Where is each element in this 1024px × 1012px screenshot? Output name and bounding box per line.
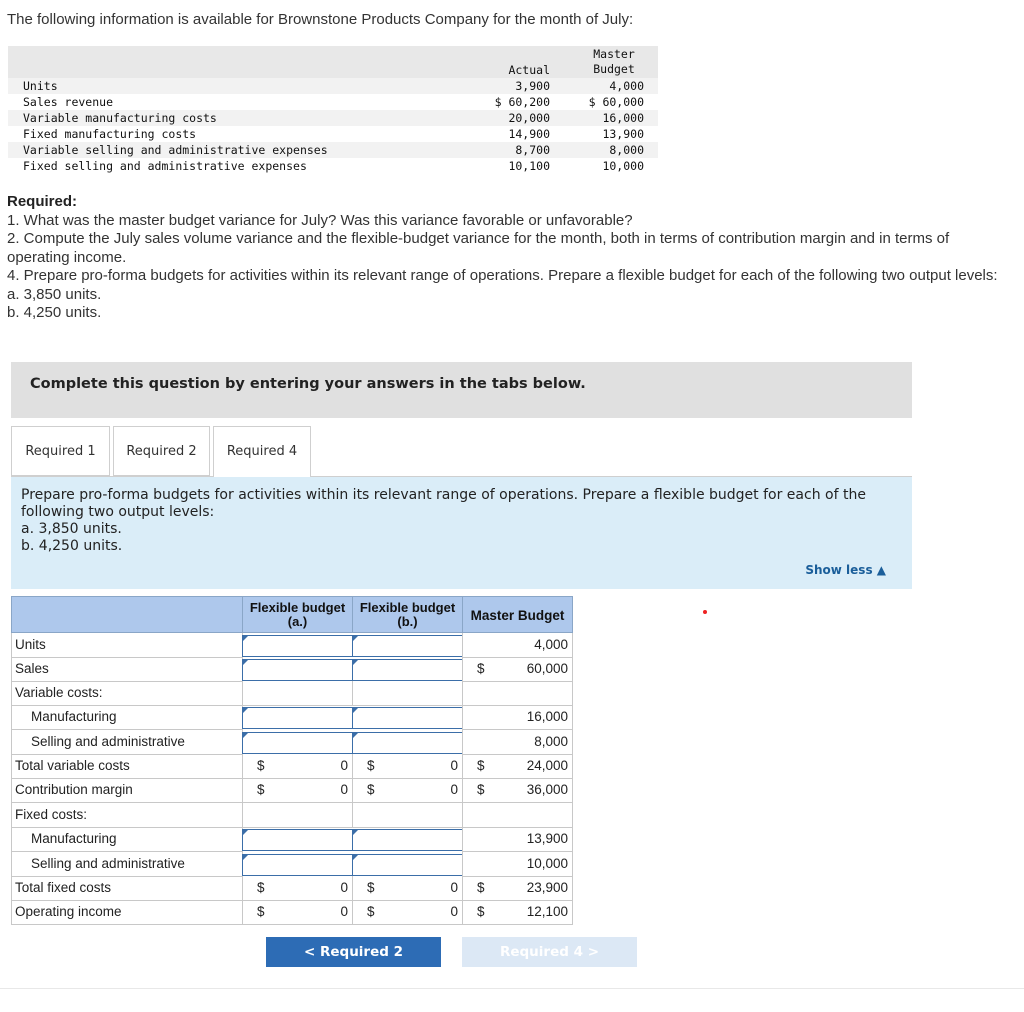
question-1: 1. What was the master budget variance for July? Was this variance favorable or unfavorable? [7, 211, 633, 229]
question-2: 2. Compute the July sales volume variance and the flexible-budget variance for the month, both in terms of contribution margin and in terms of operating income. [7, 230, 950, 266]
info-row [8, 158, 658, 174]
info-row [8, 142, 658, 158]
tab-required-1[interactable]: Required 1 [11, 426, 110, 476]
row-label-fix-sa: Selling and administrative [11, 852, 243, 877]
master-fix-sa: 10,000 [462, 852, 573, 877]
col-flexible-budget-b: Flexible budget (b.) [352, 596, 463, 633]
master-op-income: $ 12,100 [462, 900, 573, 925]
master-var-mfg: 16,000 [462, 705, 573, 730]
input-var-mfg-b[interactable] [352, 707, 463, 729]
value-total-fixed-a: $ 0 [242, 876, 353, 901]
master-sales: $ 60,000 [462, 657, 573, 682]
value-cm-b: $ 0 [352, 778, 463, 803]
input-var-sa-b[interactable] [352, 732, 463, 754]
info-row [8, 126, 658, 142]
info-row-actual: 3,900 [515, 79, 550, 93]
tab-required-2[interactable]: Required 2 [113, 426, 210, 476]
input-units-b[interactable] [352, 635, 463, 657]
info-row-master: 16,000 [602, 111, 644, 125]
marker-dot [703, 610, 707, 614]
info-table-header [8, 46, 658, 78]
master-var-sa: 8,000 [462, 730, 573, 755]
info-row-actual: 10,100 [508, 159, 550, 173]
value-op-income-a: $ 0 [242, 900, 353, 925]
row-label-op-income: Operating income [11, 900, 243, 925]
info-row-label: Fixed manufacturing costs [23, 127, 197, 141]
master-total-var: $ 24,000 [462, 754, 573, 779]
info-row-actual: 14,900 [508, 127, 550, 141]
value-total-var-b: $ 0 [352, 754, 463, 779]
input-sales-b[interactable] [352, 659, 463, 681]
input-fix-sa-b[interactable] [352, 854, 463, 876]
value-cm-a: $ 0 [242, 778, 353, 803]
info-row [8, 110, 658, 126]
next-required-4-button[interactable]: Required 4 > [462, 937, 637, 967]
row-label-fixed-costs: Fixed costs: [11, 803, 243, 828]
row-label-variable-costs: Variable costs: [11, 681, 243, 706]
grid-header-blank [11, 596, 243, 633]
col-flexible-budget-a: Flexible budget (a.) [242, 596, 353, 633]
tab-required-4[interactable]: Required 4 [213, 426, 311, 477]
required-heading: Required: [7, 193, 78, 210]
info-row-label: Variable selling and administrative expenses [23, 143, 328, 157]
instruction-banner: Complete this question by entering your answers in the tabs below. [11, 362, 912, 418]
row-label-var-sa: Selling and administrative [11, 730, 243, 755]
required-section [7, 193, 1012, 323]
row-label-cm: Contribution margin [11, 778, 243, 803]
blank-fixed-costs-b [352, 803, 463, 828]
info-row-label: Units [23, 79, 58, 93]
prompt-panel [11, 477, 912, 589]
row-label-var-mfg: Manufacturing [11, 705, 243, 730]
info-row-label: Fixed selling and administrative expenses [23, 159, 307, 173]
col-master-budget: Master Budget [462, 596, 573, 633]
show-less-link[interactable]: Show less ▲ [805, 563, 886, 577]
info-row-label: Variable manufacturing costs [23, 111, 217, 125]
info-row [8, 78, 658, 94]
info-row-master: 4,000 [609, 79, 644, 93]
info-row-master: 13,900 [602, 127, 644, 141]
master-total-fixed: $ 23,900 [462, 876, 573, 901]
prompt-text: Prepare pro-forma budgets for activities within its relevant range of operations. Prepare a flexible budget for each of the following two output levels: a. 3,850 units. b. 4,250 units. [21, 487, 866, 554]
value-op-income-b: $ 0 [352, 900, 463, 925]
row-label-fix-mfg: Manufacturing [11, 827, 243, 852]
row-label-total-var: Total variable costs [11, 754, 243, 779]
col-master-budget: Master Budget [593, 47, 635, 76]
footer-divider [0, 988, 1024, 989]
input-fix-mfg-b[interactable] [352, 829, 463, 851]
intro-text: The following information is available for Brownstone Products Company for the month of July: [7, 11, 634, 28]
info-row-label: Sales revenue [23, 95, 114, 109]
row-label-sales: Sales [11, 657, 243, 682]
blank-fixed-costs-a [242, 803, 353, 828]
prev-required-2-button[interactable]: < Required 2 [266, 937, 441, 967]
col-actual: Actual [508, 63, 550, 77]
master-variable-costs [462, 681, 573, 706]
info-row-master: 8,000 [609, 143, 644, 157]
master-units: 4,000 [462, 633, 573, 658]
question-4a: a. 3,850 units. [7, 285, 102, 303]
blank-variable-costs-b [352, 681, 463, 706]
info-row-actual: $ 60,200 [494, 95, 550, 109]
master-fix-mfg: 13,900 [462, 827, 573, 852]
row-label-total-fixed: Total fixed costs [11, 876, 243, 901]
info-table [8, 46, 658, 174]
master-fixed-costs [462, 803, 573, 828]
master-cm: $ 36,000 [462, 778, 573, 803]
info-row-master: $ 60,000 [588, 95, 644, 109]
question-4: 4. Prepare pro-forma budgets for activities within its relevant range of operations. Prepare a flexible budget for each of the following two output levels: [7, 267, 998, 284]
info-row [8, 94, 658, 110]
info-row-actual: 20,000 [508, 111, 550, 125]
question-4b: b. 4,250 units. [7, 304, 102, 321]
info-row-actual: 8,700 [515, 143, 550, 157]
blank-variable-costs-a [242, 681, 353, 706]
value-total-var-a: $ 0 [242, 754, 353, 779]
info-row-master: 10,000 [602, 159, 644, 173]
value-total-fixed-b: $ 0 [352, 876, 463, 901]
row-label-units: Units [11, 633, 243, 658]
